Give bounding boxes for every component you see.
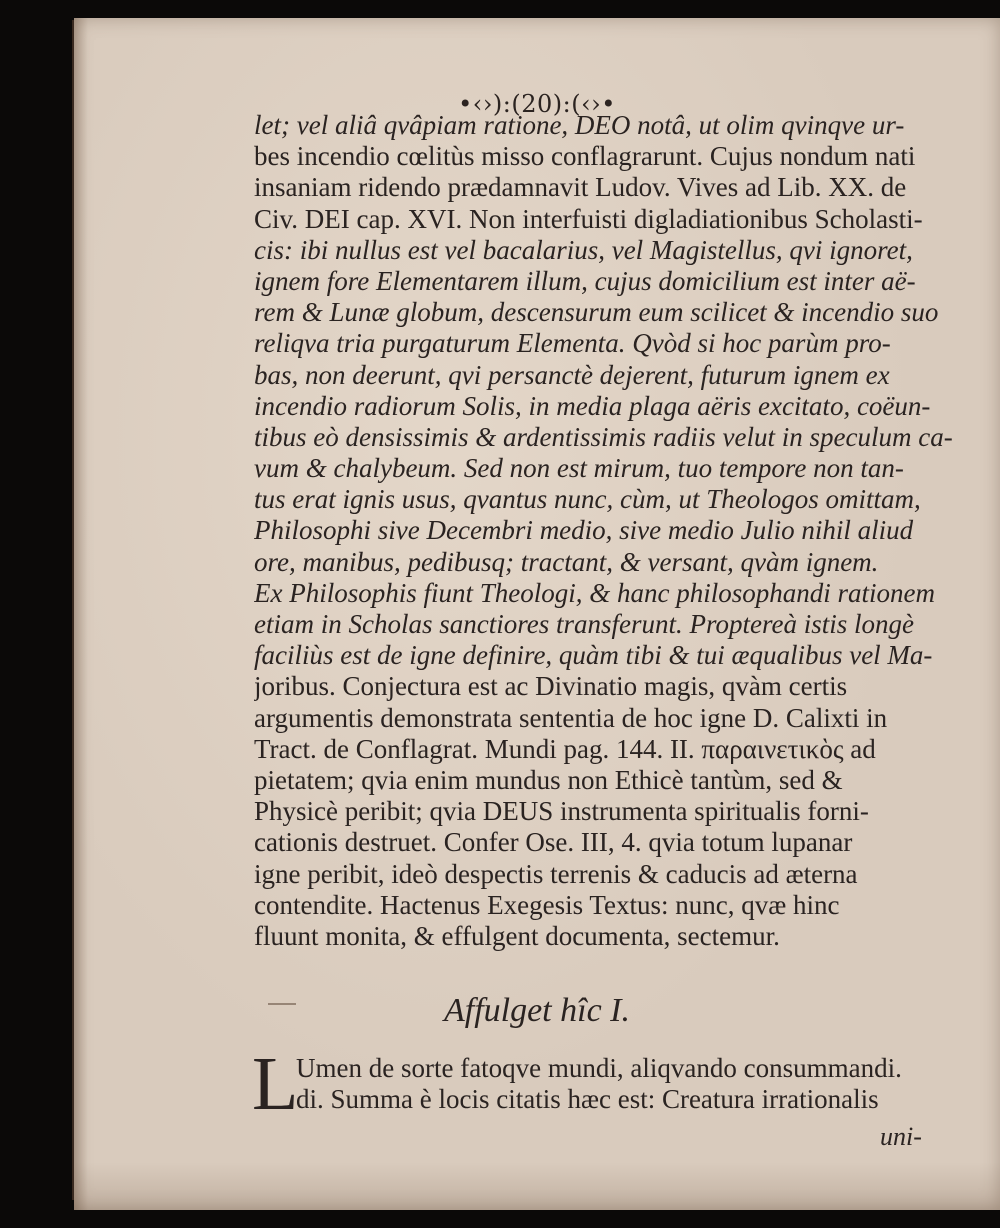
page-number-header: •‹›):(20):(‹›•: [458, 90, 616, 118]
text-line: pietatem; qvia enim mundus non Ethicè tantùm, sed &: [254, 764, 843, 795]
text-line: bes incendio cœlitùs misso conflagrarunt. Cujus nondum nati: [254, 141, 916, 172]
text-line: argumentis demonstrata sententia de hoc igne D. Calixti in: [254, 702, 888, 733]
text-line: Physicè peribit; qvia DEUS instrumenta spiritualis forni-: [254, 796, 869, 827]
text-line: incendio radiorum Solis, in media plaga aëris excitato, coëun-: [254, 390, 931, 421]
text-line: rem & Lunæ globum, descensurum eum scilicet & incendio suo: [254, 297, 939, 328]
text-line: contendite. Hactenus Exegesis Textus: nunc, qvæ hinc: [254, 889, 840, 920]
text-line: faciliùs est de igne definire, quàm tibi & tui æqualibus vel Ma-: [254, 640, 933, 671]
text-line: Civ. DEI cap. XVI. Non interfuisti digladiationibus Scholasti-: [254, 203, 923, 234]
text-line: Philosophi sive Decembri medio, sive medio Julio nihil aliud: [254, 515, 914, 546]
text-line: ore, manibus, pedibusq; tractant, & versant, qvàm ignem.: [254, 546, 879, 577]
catchword: uni-: [880, 1122, 922, 1151]
text-line: etiam in Scholas sanctiores transferunt. Proptereà istis longè: [254, 609, 914, 639]
text-line: tibus eò densissimis & ardentissimis radiis velut in speculum ca-: [254, 421, 953, 452]
text-line: tus erat ignis usus, qvantus nunc, cùm, ut Theologos omittam,: [254, 484, 921, 515]
text-line: insaniam ridendo prædamnavit Ludov. Vives ad Lib. XX. de: [254, 172, 907, 203]
text-line: igne peribit, ideò despectis terrenis & caducis ad æterna: [254, 858, 858, 889]
text-line: Tract. de Conflagrat. Mundi pag. 144. II. παραινετικὸς ad: [254, 733, 876, 764]
text-line: Umen de sorte fatoqve mundi, aliqvando consummandi.: [296, 1053, 902, 1083]
text-line: di. Summa è locis citatis hæc est: Creatura irrationalis: [296, 1084, 879, 1115]
text-line: cationis destruet. Confer Ose. III, 4. qvia totum lupanar: [254, 827, 853, 858]
body-text: [254, 110, 960, 952]
text-line: reliqva tria purgaturum Elementa. Qvòd si hoc parùm pro-: [254, 328, 891, 359]
text-line: ignem fore Elementarem illum, cujus domicilium est inter aë-: [254, 265, 916, 296]
section-heading: Affulget hîc I.: [443, 992, 630, 1029]
drop-cap: L: [252, 1042, 299, 1126]
text-line: let; vel aliâ qvâpiam ratione, DEO notâ, ut olim qvinqve ur-: [254, 110, 905, 140]
text-line: fluunt monita, & effulgent documenta, sectemur.: [254, 920, 780, 951]
text-line: cis: ibi nullus est vel bacalarius, vel Magistellus, qvi ignoret,: [254, 234, 913, 265]
second-paragraph: [296, 1053, 960, 1115]
text-line: bas, non deerunt, qvi persanctè dejerent, futurum ignem ex: [254, 359, 890, 390]
text-line: joribus. Conjectura est ac Divinatio magis, qvàm certis: [254, 671, 848, 702]
text-line: Ex Philosophis fiunt Theologi, & hanc philosophandi rationem: [254, 577, 935, 608]
text-line: vum & chalybeum. Sed non est mirum, tuo tempore non tan-: [254, 453, 904, 484]
